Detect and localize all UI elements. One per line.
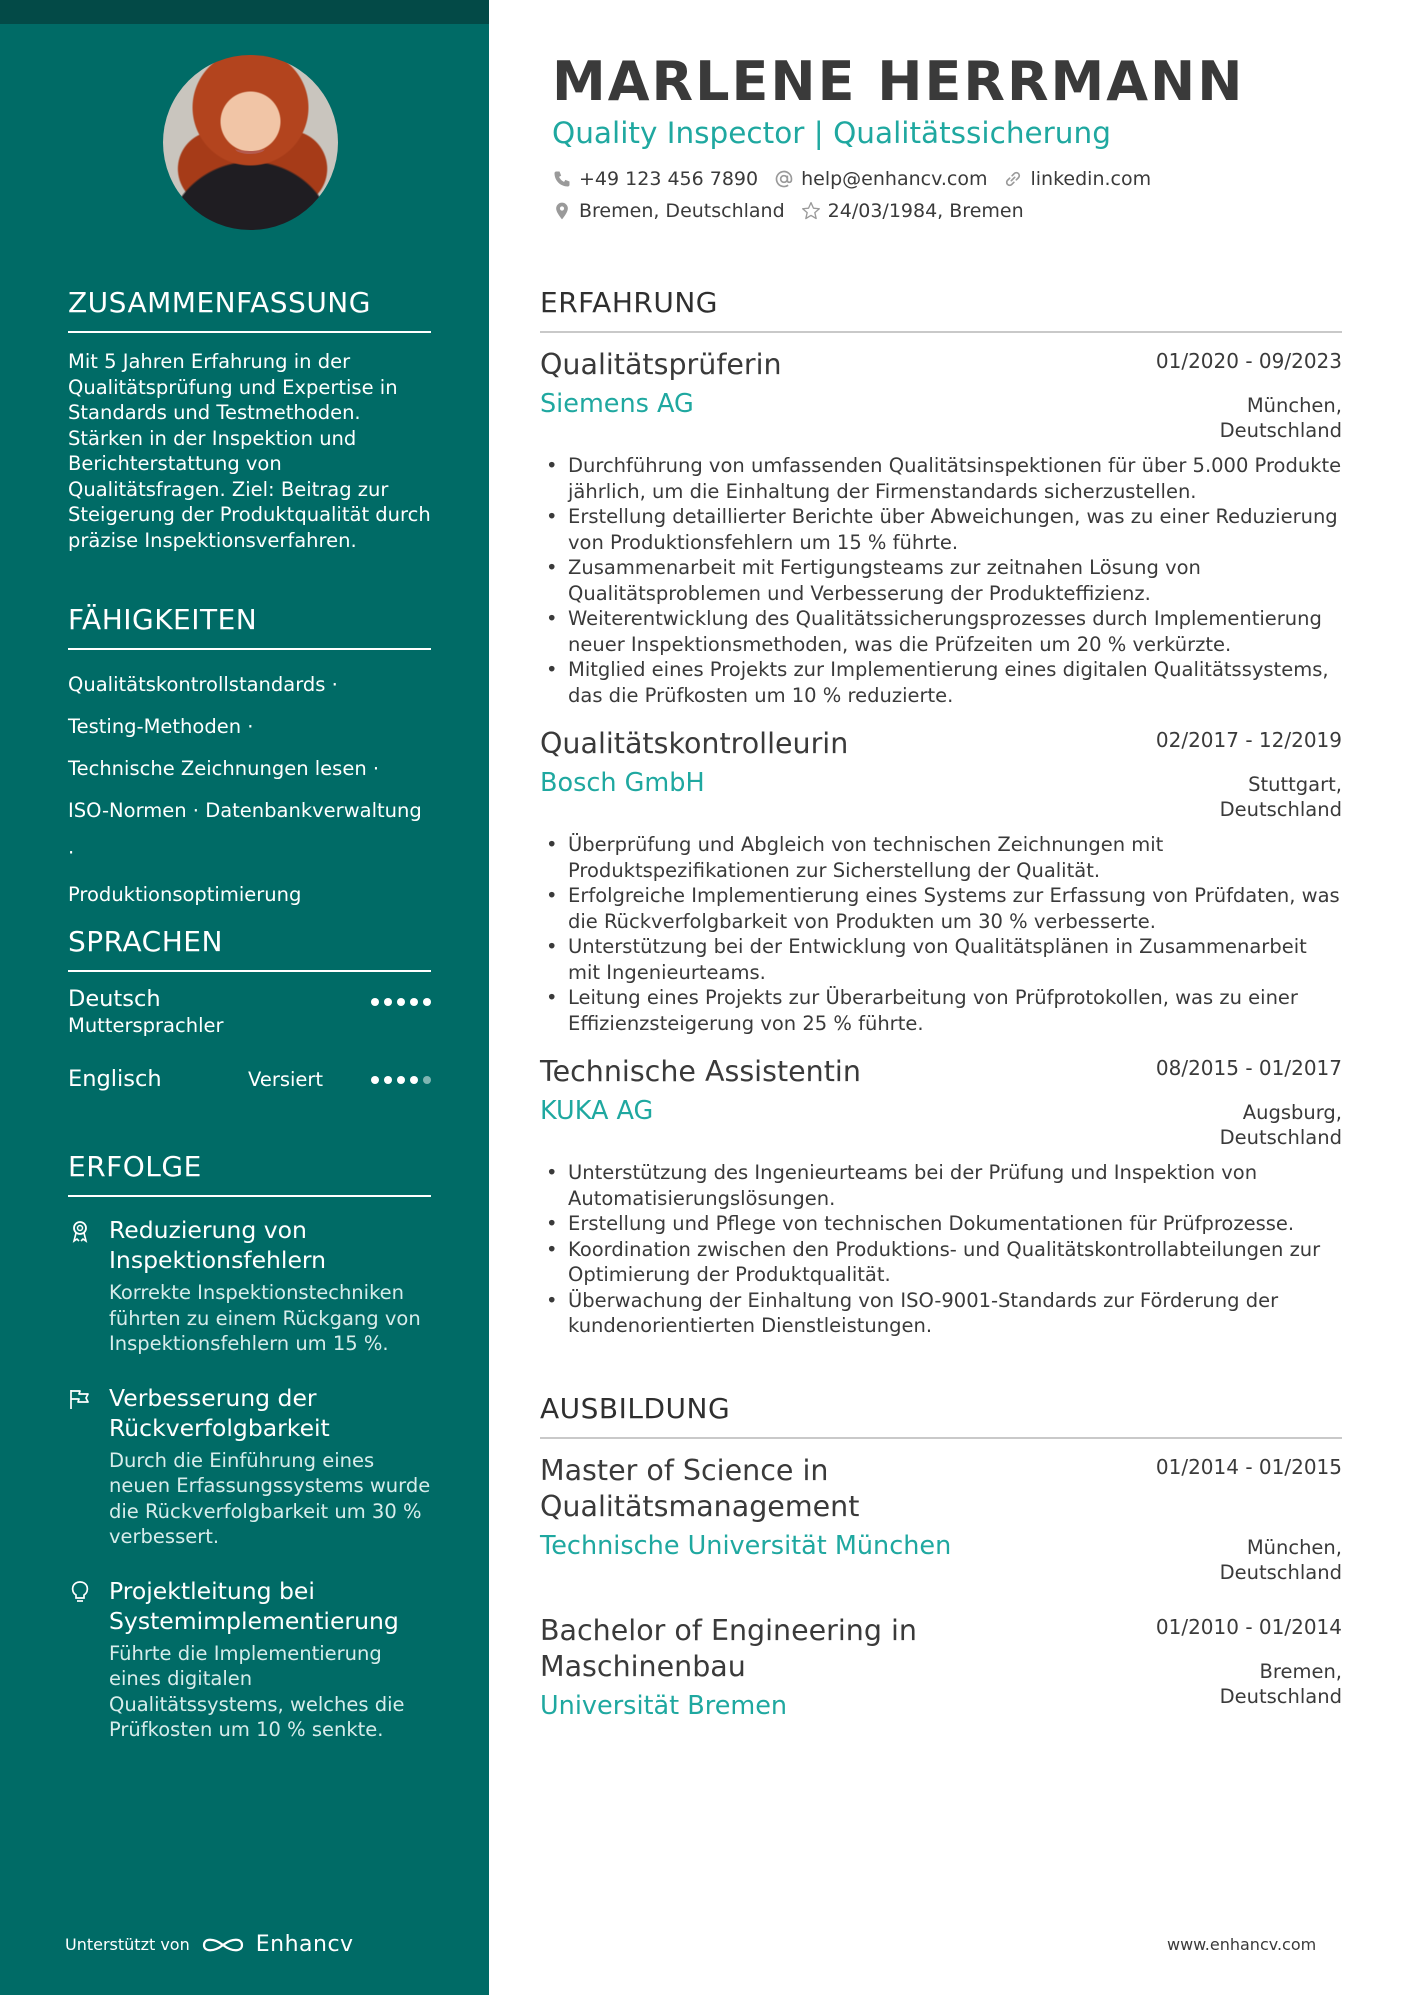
school-name: Universität Bremen (540, 1691, 788, 1721)
job-bullet: • Weiterentwicklung des Qualitätssicherungsprozesses durch Implementierung neuer Inspektionsmethoden, was die Prüfzeiten um 20 % verkürzte. (540, 606, 1342, 657)
education-country: Deutschland (1219, 1685, 1342, 1708)
languages-section (68, 925, 431, 1116)
job-country: Deutschland (1219, 1126, 1342, 1149)
dot-filled (397, 998, 405, 1006)
sidebar (0, 0, 489, 1995)
language-dots (371, 1076, 431, 1084)
phone-icon (552, 169, 572, 189)
dot-filled (410, 1076, 418, 1084)
summary-text: Mit 5 Jahren Erfahrung in der Qualitätsprüfung und Expertise in Standards und Testmethoden. Stärken in der Inspektion und Berichterstattung von Qualitätsfragen. Ziel: Beitrag zur Steigerung der Produktqualität durch präzise Inspektionsverfahren. (68, 350, 431, 552)
job-country: Deutschland (1219, 419, 1342, 442)
flag-icon (68, 1387, 92, 1411)
language-level: Versiert (248, 1068, 324, 1091)
dot-filled (410, 998, 418, 1006)
degree-title: Master of Science in Qualitätsmanagement (540, 1454, 860, 1523)
job-bullet: • Mitglied eines Projekts zur Implementierung eines digitalen Qualitätssystems, das die Prüfkosten um 10 % reduzierte. (540, 657, 1342, 708)
phone-text: +49 123 456 7890 (579, 168, 759, 190)
contact-info (552, 168, 1151, 232)
achievement-desc: Korrekte Inspektionstechniken führten zu einem Rückgang von Inspektionsfehlern um 15 %. (109, 1281, 421, 1355)
star-icon (801, 201, 821, 221)
education-section (540, 1392, 1342, 1721)
job-bullet: • Koordination zwischen den Produktions- und Qualitätskontrollabteilungen zur Optimierung der Produktqualität. (540, 1237, 1342, 1288)
powered-by (65, 1932, 354, 1957)
achievements-section (68, 1150, 431, 1743)
enhancv-logo-icon (200, 1934, 246, 1956)
job-bullet: • Erstellung und Pflege von technischen Dokumentationen für Prüfprozesse. (540, 1211, 1342, 1237)
degree-title: Bachelor of Engineering in Maschinenbau (540, 1614, 917, 1683)
experience-section (540, 286, 1342, 1339)
job-location (1220, 1100, 1342, 1150)
job-bullet: • Leitung eines Projekts zur Überarbeitung von Prüfprotokollen, was zu einer Effizienzsteigerung von 25 % führte. (540, 985, 1342, 1036)
education-entry (540, 1453, 1342, 1584)
job-dates: 01/2020 - 09/2023 (1155, 349, 1342, 373)
job-bullet: • Unterstützung des Ingenieurteams bei der Prüfung und Inspektion von Automatisierungslösungen. (540, 1160, 1342, 1211)
achievement-item (68, 1576, 431, 1743)
job-bullets (540, 1160, 1342, 1339)
education-title: AUSBILDUNG (540, 1392, 1342, 1439)
achievement-title: Projektleitung bei Systemimplementierung (109, 1576, 399, 1635)
job-city: Stuttgart, (1248, 773, 1342, 796)
lightbulb-icon (68, 1580, 92, 1604)
achievements-title: ERFOLGE (68, 1150, 431, 1197)
achievement-desc: Führte die Implementierung eines digitalen Qualitätssystems, welches die Prüfkosten um 10 % senkte. (109, 1641, 405, 1741)
award-icon (68, 1219, 92, 1243)
job-bullet: • Unterstützung bei der Entwicklung von Qualitätsplänen in Zusammenarbeit mit Ingenieurteams. (540, 934, 1342, 985)
job-entry (540, 726, 1342, 1036)
job-bullet: • Durchführung von umfassenden Qualitätsinspektionen für über 5.000 Produkte jährlich, um die Einhaltung der Firmenstandards sicherzustellen. (540, 453, 1342, 504)
language-name: Deutsch (68, 986, 161, 1012)
achievement-desc: Durch die Einführung eines neuen Erfassungssystems wurde die Rückverfolgbarkeit um 30 % verbessert. (109, 1448, 431, 1548)
location-pin-icon (552, 201, 572, 221)
profile-photo (163, 55, 338, 230)
job-bullet: • Überwachung der Einhaltung von ISO-9001-Standards zur Förderung der kundenorientierten Dienstleistungen. (540, 1288, 1342, 1339)
email-text: help@enhancv.com (801, 168, 988, 190)
languages-title: SPRACHEN (68, 925, 431, 972)
candidate-headline: Quality Inspector | Qualitätssicherung (552, 116, 1111, 150)
summary-section (68, 286, 431, 553)
candidate-name: MARLENE HERRMANN (552, 50, 1245, 113)
job-company: Siemens AG (540, 389, 694, 419)
link-icon (1003, 169, 1023, 189)
education-country: Deutschland (1219, 1561, 1342, 1584)
education-dates: 01/2014 - 01/2015 (1155, 1455, 1342, 1479)
contact-email[interactable] (774, 168, 987, 190)
language-item (68, 1056, 431, 1116)
skill-item: Technische Zeichnungen lesen · (68, 757, 380, 780)
achievement-item (68, 1383, 431, 1550)
job-bullet: • Erstellung detaillierter Berichte über Abweichungen, was zu einer Reduzierung von Produktionsfehlern um 15 % führte. (540, 504, 1342, 555)
dot-filled (371, 998, 379, 1006)
dot-filled (384, 1076, 392, 1084)
skill-item: Testing-Methoden · (68, 715, 254, 738)
job-city: München, (1246, 394, 1342, 417)
link-text: linkedin.com (1030, 168, 1152, 190)
job-bullet: • Erfolgreiche Implementierung eines Systems zur Erfassung von Prüfdaten, was die Rückverfolgbarkeit von Produkten um 30 % verbesserte. (540, 883, 1342, 934)
education-dates: 01/2010 - 01/2014 (1155, 1615, 1342, 1639)
job-title: Qualitätsprüferin (540, 348, 782, 381)
education-entry (540, 1613, 1342, 1721)
language-item (68, 986, 431, 1046)
skills-title: FÄHIGKEITEN (68, 603, 431, 650)
job-bullets (540, 832, 1342, 1036)
dot-filled (384, 998, 392, 1006)
contact-phone (552, 168, 758, 190)
education-location (1220, 1535, 1342, 1585)
skill-item: Qualitätskontrollstandards · (68, 673, 338, 696)
job-country: Deutschland (1219, 798, 1342, 821)
summary-title: ZUSAMMENFASSUNG (68, 286, 431, 333)
dot-empty (423, 1076, 431, 1084)
education-city: Bremen, (1259, 1660, 1342, 1683)
job-dates: 08/2015 - 01/2017 (1155, 1056, 1342, 1080)
job-bullet: • Überprüfung und Abgleich von technischen Zeichnungen mit Produktspezifikationen zur Sicherstellung der Qualität. (540, 832, 1342, 883)
footer-url[interactable]: www.enhancv.com (1167, 1935, 1317, 1954)
job-dates: 02/2017 - 12/2019 (1155, 728, 1342, 752)
job-entry (540, 1054, 1342, 1339)
job-bullet: • Zusammenarbeit mit Fertigungsteams zur zeitnahen Lösung von Qualitätsproblemen und Verbesserung der Produkteffizienz. (540, 555, 1342, 606)
language-name: Englisch (68, 1066, 162, 1092)
achievement-item (68, 1215, 431, 1357)
skills-section (68, 603, 431, 916)
education-location (1220, 1659, 1342, 1709)
achievement-title: Reduzierung von Inspektionsfehlern (109, 1216, 327, 1274)
contact-birth (801, 200, 1024, 222)
at-icon (774, 169, 794, 189)
language-dots (371, 998, 431, 1006)
job-company: Bosch GmbH (540, 768, 705, 798)
job-company: KUKA AG (540, 1096, 654, 1126)
location-text: Bremen, Deutschland (579, 200, 785, 222)
job-entry (540, 347, 1342, 708)
skill-item: ISO-Normen · Datenbankverwaltung · (68, 799, 422, 864)
job-bullets (540, 453, 1342, 708)
job-location (1220, 393, 1342, 443)
dot-filled (423, 998, 431, 1006)
job-title: Technische Assistentin (540, 1055, 861, 1088)
dot-filled (397, 1076, 405, 1084)
sidebar-top-bar (0, 0, 489, 24)
dot-filled (371, 1076, 379, 1084)
experience-title: ERFAHRUNG (540, 286, 1342, 333)
skill-item: Produktionsoptimierung (68, 883, 302, 906)
language-sublabel: Muttersprachler (68, 1014, 224, 1037)
powered-by-label: Unterstützt von (65, 1935, 190, 1954)
skills-list (68, 664, 431, 916)
education-city: München, (1246, 1536, 1342, 1559)
birth-text: 24/03/1984, Bremen (827, 200, 1024, 222)
job-title: Qualitätskontrolleurin (540, 727, 849, 760)
enhancv-brand: Enhancv (255, 1932, 354, 1957)
achievement-title: Verbesserung der Rückverfolgbarkeit (109, 1383, 330, 1442)
contact-link[interactable] (1003, 168, 1151, 190)
school-name: Technische Universität München (540, 1531, 952, 1561)
job-location (1220, 772, 1342, 822)
contact-location (552, 200, 785, 222)
job-city: Augsburg, (1242, 1101, 1342, 1124)
